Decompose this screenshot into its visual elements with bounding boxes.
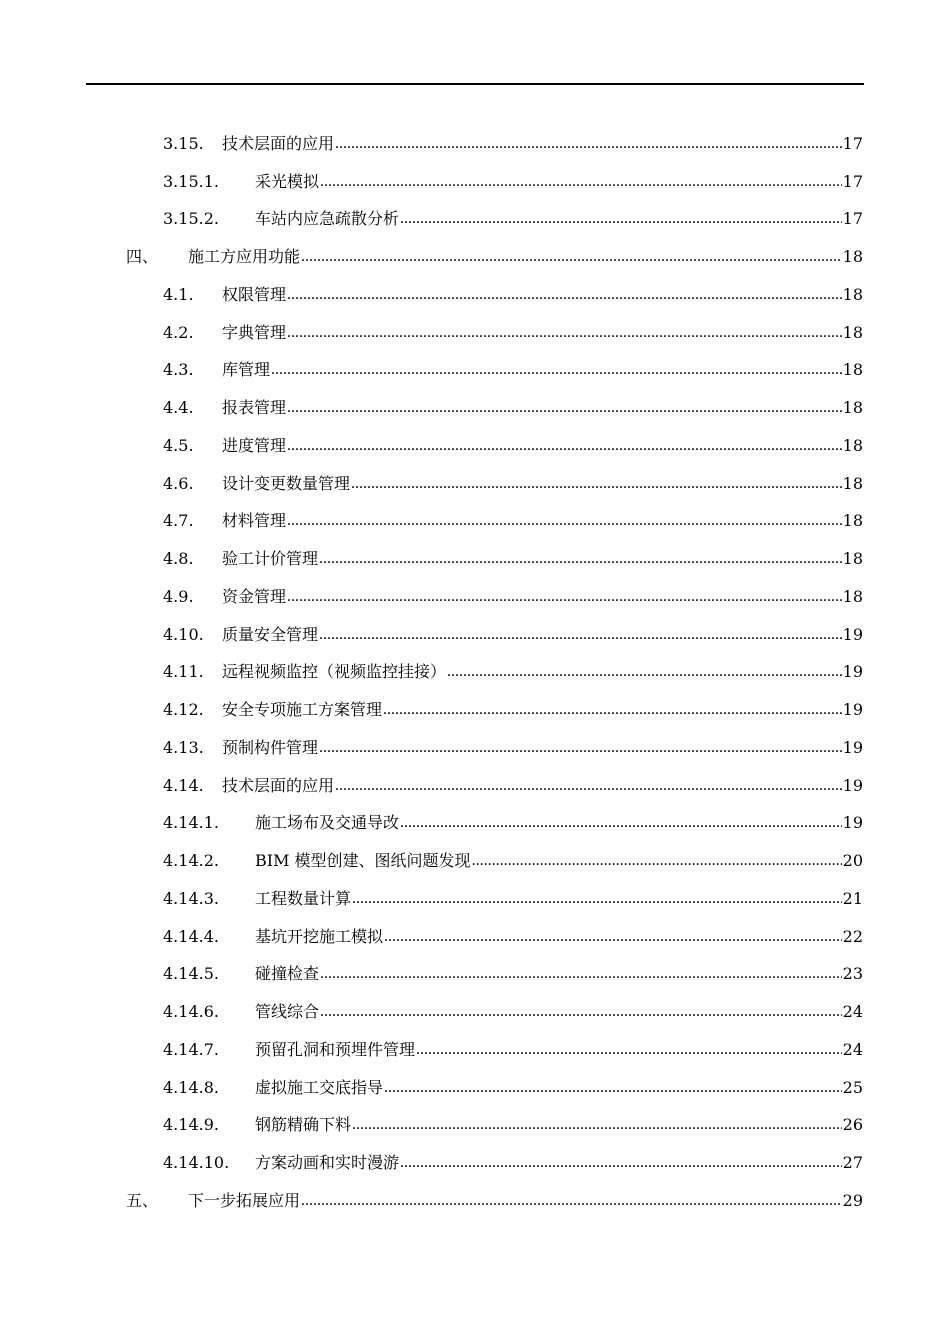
toc-entry-number: 4.2. [163, 322, 194, 342]
table-of-contents [0, 125, 950, 1220]
toc-entry-title: 管线综合 [255, 1002, 320, 1022]
toc-entry-title: 库管理 [222, 360, 271, 380]
toc-entry-number: 3.15.2. [163, 209, 219, 229]
toc-entry-title: 技术层面的应用 [222, 775, 335, 795]
toc-entry-page: 21 [842, 888, 863, 908]
toc-entry-number: 4.14.2. [163, 851, 219, 871]
toc-dot-leader [400, 209, 842, 229]
toc-entry-number: 4.12. [163, 700, 204, 720]
toc-dot-leader [287, 323, 842, 343]
toc-entry-number: 4.4. [163, 398, 194, 418]
toc-entry-title: 字典管理 [222, 322, 287, 342]
toc-entry-page: 22 [842, 926, 863, 946]
toc-dot-leader [352, 889, 842, 909]
toc-entry-title: 车站内应急疏散分析 [255, 209, 400, 229]
toc-entry-number: 4.14.4. [163, 926, 219, 946]
toc-entry-page: 18 [842, 435, 863, 455]
toc-entry-number: 4.9. [163, 586, 194, 606]
toc-entry-page: 18 [842, 247, 863, 267]
toc-entry[interactable] [0, 352, 950, 390]
toc-dot-leader [287, 285, 842, 305]
toc-dot-leader [472, 851, 842, 871]
toc-entry-page: 25 [842, 1077, 863, 1097]
toc-entry-title: 远程视频监控（视频监控挂接） [222, 662, 447, 682]
toc-entry-page: 17 [842, 209, 863, 229]
toc-entry-title: 质量安全管理 [222, 624, 319, 644]
toc-entry[interactable] [0, 691, 950, 729]
toc-dot-leader [319, 738, 842, 758]
toc-entry-page: 19 [842, 737, 863, 757]
toc-entry-number: 4.14.6. [163, 1002, 219, 1022]
toc-entry[interactable] [0, 125, 950, 163]
toc-entry-page: 19 [842, 813, 863, 833]
toc-entry-number: 4.14.7. [163, 1039, 219, 1059]
toc-dot-leader [447, 662, 842, 682]
toc-entry-number: 4.1. [163, 284, 194, 304]
toc-entry-number: 4.11. [163, 662, 204, 682]
toc-entry[interactable] [0, 1144, 950, 1182]
toc-entry-page: 18 [842, 586, 863, 606]
toc-entry-page: 18 [842, 322, 863, 342]
toc-dot-leader [352, 1115, 842, 1135]
toc-entry-page: 24 [842, 1039, 863, 1059]
toc-entry[interactable] [0, 238, 950, 276]
toc-entry-title: 施工方应用功能 [188, 247, 301, 267]
toc-entry-page: 20 [842, 851, 863, 871]
toc-entry[interactable] [0, 540, 950, 578]
toc-entry[interactable] [0, 503, 950, 541]
toc-dot-leader [287, 398, 842, 418]
toc-entry-title: 预制构件管理 [222, 737, 319, 757]
toc-dot-leader [383, 700, 842, 720]
toc-entry-title: 设计变更数量管理 [222, 473, 351, 493]
header-rule [86, 83, 864, 85]
toc-entry-page: 19 [842, 775, 863, 795]
toc-entry[interactable] [0, 616, 950, 654]
toc-entry-number: 3.15.1. [163, 171, 219, 191]
toc-entry-page: 23 [842, 964, 863, 984]
toc-entry-number: 4.14.9. [163, 1115, 219, 1135]
toc-entry-title: 验工计价管理 [222, 549, 319, 569]
toc-entry-number: 4.14.8. [163, 1077, 219, 1097]
toc-entry[interactable] [0, 465, 950, 503]
toc-dot-leader [400, 813, 842, 833]
toc-dot-leader [335, 134, 842, 154]
toc-entry-number: 3.15. [163, 133, 204, 153]
toc-entry-number: 四、 [126, 247, 159, 267]
toc-entry-number: 4.14.5. [163, 964, 219, 984]
toc-entry[interactable] [0, 842, 950, 880]
toc-dot-leader [351, 474, 842, 494]
toc-entry[interactable] [0, 1031, 950, 1069]
toc-dot-leader [384, 927, 842, 947]
toc-entry-page: 18 [842, 360, 863, 380]
toc-entry-page: 18 [842, 398, 863, 418]
toc-entry[interactable] [0, 201, 950, 239]
toc-entry-page: 24 [842, 1002, 863, 1022]
toc-entry-number: 4.14.10. [163, 1153, 230, 1173]
toc-entry-title: 下一步拓展应用 [188, 1190, 301, 1210]
toc-entry-page: 18 [842, 511, 863, 531]
toc-entry-page: 17 [842, 133, 863, 153]
toc-entry-number: 4.14.1. [163, 813, 219, 833]
toc-dot-leader [384, 1078, 842, 1098]
toc-entry-page: 19 [842, 700, 863, 720]
toc-entry-number: 4.7. [163, 511, 194, 531]
toc-entry-title: 虚拟施工交底指导 [255, 1077, 384, 1097]
toc-entry[interactable] [0, 993, 950, 1031]
toc-entry-title: 预留孔洞和预埋件管理 [255, 1039, 416, 1059]
toc-entry[interactable] [0, 880, 950, 918]
toc-entry-title: 技术层面的应用 [222, 133, 335, 153]
toc-entry[interactable] [0, 767, 950, 805]
toc-dot-leader [335, 776, 842, 796]
toc-entry-title: 方案动画和实时漫游 [255, 1153, 400, 1173]
toc-entry-page: 26 [842, 1115, 863, 1135]
toc-entry-number: 4.8. [163, 549, 194, 569]
toc-entry[interactable] [0, 918, 950, 956]
toc-entry-page: 18 [842, 549, 863, 569]
toc-entry[interactable] [0, 1182, 950, 1220]
toc-entry[interactable] [0, 276, 950, 314]
toc-entry-title: BIM 模型创建、图纸问题发现 [255, 851, 471, 871]
toc-entry-title: 采光模拟 [255, 171, 320, 191]
toc-entry-page: 18 [842, 284, 863, 304]
toc-entry[interactable] [0, 805, 950, 843]
toc-entry-page: 27 [842, 1153, 863, 1173]
toc-entry-page: 19 [842, 662, 863, 682]
toc-entry-title: 材料管理 [222, 511, 287, 531]
toc-entry[interactable] [0, 1069, 950, 1107]
toc-entry[interactable] [0, 654, 950, 692]
toc-entry-title: 施工场布及交通导改 [255, 813, 400, 833]
toc-entry[interactable] [0, 1107, 950, 1145]
toc-entry[interactable] [0, 389, 950, 427]
toc-dot-leader [271, 360, 842, 380]
toc-entry-page: 17 [842, 171, 863, 191]
toc-entry[interactable] [0, 427, 950, 465]
toc-entry[interactable] [0, 163, 950, 201]
toc-entry[interactable] [0, 314, 950, 352]
toc-entry-number: 4.10. [163, 624, 204, 644]
toc-dot-leader [320, 1002, 842, 1022]
toc-dot-leader [319, 549, 842, 569]
toc-entry-title: 安全专项施工方案管理 [222, 700, 383, 720]
toc-dot-leader [320, 172, 842, 192]
toc-entry-number: 4.14.3. [163, 888, 219, 908]
toc-entry[interactable] [0, 729, 950, 767]
toc-dot-leader [301, 247, 842, 267]
toc-entry-title: 报表管理 [222, 398, 287, 418]
toc-dot-leader [320, 964, 842, 984]
toc-dot-leader [287, 436, 842, 456]
toc-entry-number: 4.6. [163, 473, 194, 493]
toc-entry-number: 五、 [126, 1190, 159, 1210]
toc-dot-leader [416, 1040, 842, 1060]
toc-entry-number: 4.13. [163, 737, 204, 757]
toc-dot-leader [287, 587, 842, 607]
toc-entry[interactable] [0, 956, 950, 994]
toc-entry[interactable] [0, 578, 950, 616]
toc-dot-leader [287, 511, 842, 531]
toc-entry-title: 基坑开挖施工模拟 [255, 926, 384, 946]
toc-entry-page: 29 [842, 1190, 863, 1210]
toc-entry-title: 钢筋精确下料 [255, 1115, 352, 1135]
toc-entry-title: 工程数量计算 [255, 888, 352, 908]
toc-entry-number: 4.5. [163, 435, 194, 455]
toc-dot-leader [319, 625, 842, 645]
toc-entry-number: 4.14. [163, 775, 204, 795]
toc-entry-page: 18 [842, 473, 863, 493]
toc-entry-page: 19 [842, 624, 863, 644]
toc-entry-title: 进度管理 [222, 435, 287, 455]
toc-entry-number: 4.3. [163, 360, 194, 380]
toc-entry-title: 权限管理 [222, 284, 287, 304]
toc-entry-title: 资金管理 [222, 586, 287, 606]
toc-dot-leader [301, 1191, 842, 1211]
toc-entry-title: 碰撞检查 [255, 964, 320, 984]
toc-dot-leader [400, 1153, 842, 1173]
